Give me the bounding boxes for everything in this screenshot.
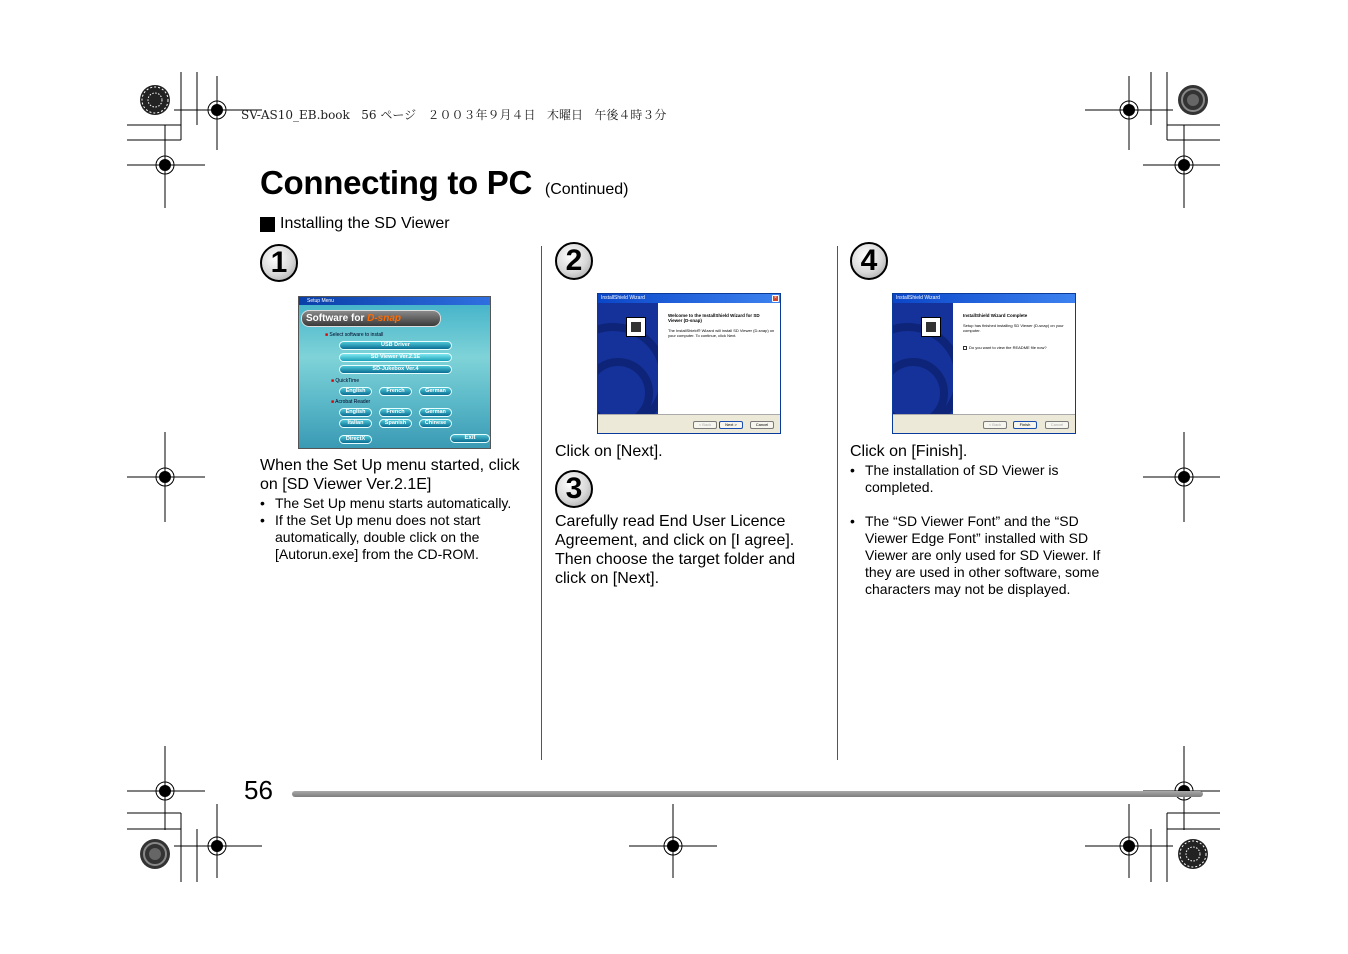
- acrobat-spanish-button[interactable]: Spanish: [379, 419, 412, 428]
- sd-viewer-button[interactable]: SD Viewer Ver.2.1E: [339, 353, 452, 362]
- column-divider: [541, 246, 542, 760]
- page-number: 56: [244, 775, 273, 805]
- logo-brand: D-snap: [367, 313, 402, 324]
- checkbox-icon[interactable]: [963, 346, 967, 350]
- wizard-heading: Welcome to the InstallShield Wizard for SD Viewer (D-snap): [668, 313, 760, 323]
- finish-button[interactable]: Finish: [1013, 421, 1037, 429]
- close-icon[interactable]: ×: [772, 295, 779, 302]
- select-label: ■ Select software to install: [325, 332, 383, 338]
- step-notes: [850, 462, 1120, 598]
- step-number-badge: 3: [555, 470, 593, 508]
- footer-rule: [292, 791, 1203, 797]
- installshield-welcome-screenshot: [597, 293, 781, 434]
- wizard-content: [953, 303, 1076, 414]
- quicktime-english-button[interactable]: English: [339, 387, 372, 396]
- page-title-text: Connecting to PC: [260, 164, 533, 201]
- logo-text: Software for: [306, 313, 365, 324]
- installshield-complete-screenshot: [892, 293, 1076, 434]
- acrobat-english-button[interactable]: English: [339, 408, 372, 417]
- window-titlebar: InstallShield Wizard: [893, 294, 1075, 303]
- wizard-footer: [893, 414, 1076, 434]
- readme-option[interactable]: [963, 345, 1070, 350]
- wizard-side-graphic: [893, 303, 953, 414]
- wizard-footer: [598, 414, 781, 434]
- window-title: InstallShield Wizard: [601, 295, 645, 301]
- wizard-side-graphic: [598, 303, 658, 414]
- acrobat-chinese-button[interactable]: Chinese: [419, 419, 452, 428]
- note-item: • The Set Up menu starts automatically.: [260, 495, 535, 512]
- acrobat-italian-button[interactable]: Italian: [339, 419, 372, 428]
- next-button[interactable]: Next >: [719, 421, 743, 429]
- software-logo: [301, 310, 441, 327]
- page-title: [260, 164, 629, 202]
- section-heading: [260, 215, 450, 233]
- step-number-badge: 1: [260, 244, 298, 282]
- wizard-content: [658, 303, 781, 414]
- setup-menu-screenshot: [298, 296, 491, 449]
- window-titlebar: Setup Menu: [299, 297, 490, 305]
- wizard-heading: InstallShield Wizard Complete: [963, 313, 1028, 318]
- exit-button[interactable]: Exit: [450, 434, 490, 443]
- print-header-meta: SV-AS10_EB.book 56 ページ ２００３年９月４日 木曜日 午後４時３分: [241, 108, 667, 122]
- usb-driver-button[interactable]: USB Driver: [339, 341, 452, 350]
- computer-icon: [921, 317, 941, 337]
- directx-button[interactable]: DirectX: [339, 435, 372, 444]
- step-caption: Carefully read End User Licence Agreement, and click on [I agree]. Then choose the target folder and click on [Next].: [555, 513, 796, 587]
- back-button[interactable]: < Back: [983, 421, 1007, 429]
- acrobat-german-button[interactable]: German: [419, 408, 452, 417]
- section-heading-text: Installing the SD Viewer: [280, 215, 450, 232]
- wizard-body: The InstallShield® Wizard will install SD Viewer (D-snap) on your computer. To continue, click Next.: [668, 328, 775, 338]
- acrobat-label: ■ Acrobat Reader: [331, 399, 370, 405]
- step-caption: Click on [Next].: [555, 443, 663, 460]
- step-number-badge: 2: [555, 242, 593, 280]
- sd-jukebox-button[interactable]: SD-Jukebox Ver.4: [339, 365, 452, 374]
- note-item: • The installation of SD Viewer is completed.: [850, 462, 1120, 496]
- step-number-badge: 4: [850, 242, 888, 280]
- quicktime-french-button[interactable]: French: [379, 387, 412, 396]
- cancel-button[interactable]: Cancel: [750, 421, 774, 429]
- readme-checkbox-label: Do you want to view the README file now?: [969, 345, 1047, 350]
- step-caption: Click on [Finish].: [850, 443, 968, 460]
- wizard-body: Setup has finished installing SD Viewer (D-snap) on your computer.: [963, 323, 1064, 333]
- page-title-suffix: (Continued): [544, 181, 629, 198]
- cancel-button[interactable]: Cancel: [1045, 421, 1069, 429]
- note-item: • The “SD Viewer Font” and the “SD Viewer Edge Font” installed with SD Viewer are only used for SD Viewer. If they are used in other software, some characters may not be displayed.: [850, 513, 1120, 598]
- back-button[interactable]: < Back: [693, 421, 717, 429]
- column-divider: [837, 246, 838, 760]
- window-titlebar: [598, 294, 780, 303]
- acrobat-french-button[interactable]: French: [379, 408, 412, 417]
- square-bullet-icon: [260, 217, 275, 232]
- step-notes: [260, 495, 535, 563]
- quicktime-label: ■ QuickTime: [331, 378, 359, 384]
- note-item: • If the Set Up menu does not start automatically, double click on the [Autorun.exe] from the CD-ROM.: [260, 512, 535, 563]
- quicktime-german-button[interactable]: German: [419, 387, 452, 396]
- step-caption: When the Set Up menu started, click on [SD Viewer Ver.2.1E]: [260, 457, 520, 493]
- computer-icon: [626, 317, 646, 337]
